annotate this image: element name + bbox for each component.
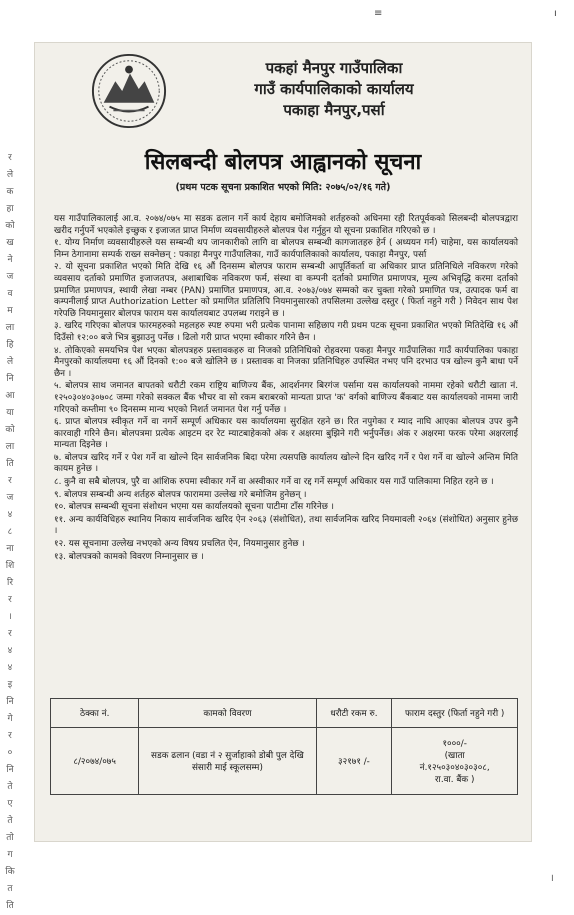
- strip-char: ४: [7, 663, 13, 673]
- strip-char: आ: [5, 391, 15, 401]
- strip-char: तो: [6, 833, 14, 843]
- strip-char: हा: [6, 204, 14, 214]
- page-corner-marks: [0, 8, 574, 22]
- strip-char: ले: [6, 357, 14, 367]
- strip-char: नि: [6, 374, 14, 384]
- strip-char: ति: [6, 459, 14, 469]
- government-emblem-icon: [90, 52, 168, 130]
- clause-7: ७. बोलपत्र खरिद गर्ने र पेश गर्ने वा खोल्ने दिन सार्वजनिक बिदा परेमा त्यसपछि कार्यालय खोल्ने दिन खरिद गर्ने र पेश गर्ने वा खोल्ने अन्तिम मिति कायम हुनेछ ।: [54, 452, 518, 475]
- strip-char: इ: [7, 680, 13, 690]
- clause-3: ३. खरिद गरिएका बोलपत्र फारमहरुको महलहरु स्पष्ट रुपमा भरी प्रत्येक पानामा सहिछाप गरी प्रथम पटक सूचना प्रकाशित भएको मितिदेखि १६ औं दिउँसो १२:०० बजे भित्र बुझाउनु पर्नेछ । ढिलो गरी प्राप्त भएमा स्वीकार गरिने छैन ।: [54, 321, 518, 343]
- publication-date: (प्रथम पटक सूचना प्रकाशित भएको मिति: २०७५/०२/१६ गते): [175, 182, 391, 193]
- clause-10: १०. बोलपत्र सम्बन्धी सूचना संशोधन भएमा यस कार्यालयको सूचना पाटीमा टाँस गरिनेछ ।: [54, 502, 335, 513]
- strip-char: म: [7, 306, 13, 316]
- contract-table: [50, 698, 518, 795]
- strip-char: रि: [6, 578, 13, 588]
- strip-char: ने: [7, 255, 13, 265]
- strip-char: ४: [7, 510, 13, 520]
- strip-char: र: [8, 153, 12, 163]
- corner-mark-1: ≡: [374, 8, 383, 19]
- contract-number-cell: ८/२०७४/०७५: [51, 728, 139, 795]
- strip-char: क: [6, 187, 14, 197]
- strip-char: ज: [6, 272, 14, 282]
- strip-char: ला: [5, 323, 15, 333]
- office-address: पकाहा मैनपुर,पर्सा: [283, 101, 385, 119]
- header-contract-no: ठेक्का नं.: [51, 699, 139, 728]
- clause-6: ६. प्राप्त बोलपत्र स्वीकृत गर्ने वा नगर्ने सम्पूर्ण अधिकार यस कार्यालयमा सुरक्षित रहने छ। रित नपुगेका र म्याद नाघि आएका बोलपत्र उपर कुनै कारवाही गरिने छैन। बोलपत्रमा प्रत्येक आइटम दर रेट म्याटबाहेकको अंक र अक्षरमा बुझिने गरी भर्नुपर्नेछ। अंक र अक्षरमा फरक परेमा अक्षरलाई मान्यता दिइनेछ ।: [54, 417, 518, 451]
- strip-char: को: [5, 425, 15, 435]
- clause-4: ४. तोकिएको समयभित्र पेश भएका बोलपत्रहरु प्रस्तावकहरु वा निजको प्रतिनिधिको रोहवरमा पकहा मैनपुर गाउँपालिका गाउँ कार्यपालिका पकाहा मैनपुरको कार्यालयमा १६ औं दिनको १:०० बजे खोलिने छ । प्रस्तावक वा निजका प्रतिनिधिहरु उपस्थित नभए पनि दरभाउ पत्र खोल्न कुनै बाधा पर्ने छैन ।: [54, 345, 518, 379]
- strip-char: ते: [7, 782, 13, 792]
- fee-account-label: (खाता: [444, 751, 465, 761]
- fee-amount: १०००/-: [442, 739, 467, 749]
- intro-paragraph: यस गाउँपालिकालाई आ.व. २०७४/०७५ मा सडक ढलान गर्ने कार्य देहाय बमोजिमको शर्तहरुको अधिनमा रही रितपूर्वकको सिलबन्दी बोलपत्रद्वारा खरीद गर्नुपर्ने भएकोले इच्छुक र इजाजत प्राप्त निर्माण व्यवसायीहरुले बोलपत्र पेश गर्नुहुन यो सूचना प्रकाशित गरिएको छ ।: [54, 214, 518, 236]
- strip-char: ना: [6, 544, 14, 554]
- fee-account-number: नं.१२५०३०४०३०३०८,: [419, 763, 490, 773]
- strip-char: या: [6, 408, 14, 418]
- strip-char: र: [8, 595, 12, 605]
- strip-char: र: [8, 629, 12, 639]
- strip-char: ते: [7, 816, 13, 826]
- corner-mark-2: ı: [554, 8, 557, 19]
- strip-char: ग: [7, 850, 13, 860]
- notice-title: सिलबन्दी बोलपत्र आह्वानको सूचना: [144, 150, 422, 175]
- strip-char: ज: [6, 493, 14, 503]
- strip-char: ०: [7, 748, 13, 758]
- strip-char: ८: [7, 527, 13, 537]
- clause-1: १. योग्य निर्माण व्यवसायीहरुले यस सम्बन्धी थप जानकारीको लागि वा बोलपत्र सम्बन्धी कागजातहरु हेर्न ( अध्ययन गर्न) चाहेमा, यस कार्यालयको निम्न ठेगानामा सम्पर्क राख्न सक्नेछन् : पकाहा मैनपुर गाउँपालिका, गाउँ कार्यपालिकाको कार्यालय, पकाहा मैनपुर, पर्सा: [54, 238, 518, 260]
- strip-char: ए: [7, 799, 13, 809]
- table-header-row: [51, 699, 518, 728]
- strip-char: कि: [5, 867, 15, 877]
- adjacent-column-text: [0, 150, 22, 911]
- strip-char: शि: [5, 561, 15, 571]
- deposit-amount-cell: ३२१७१ /-: [316, 728, 392, 795]
- form-fee-cell: [392, 728, 518, 795]
- clause-12: १२. यस सूचनामा उल्लेख नभएको अन्य विषय प्रचलित ऐन, नियमानुसार हुनेछ ।: [54, 539, 305, 550]
- strip-char: नि: [6, 697, 14, 707]
- strip-char: ला: [5, 442, 15, 452]
- strip-char: ख: [6, 238, 14, 248]
- work-description-cell: सडक ढलान (वडा नं २ सुर्जाहाको डोबी पुल देखि संसारी माई स्कूलसम्म): [139, 728, 316, 795]
- header-form-fee: फाराम दस्तुर (फिर्ता नहुने गरी ): [392, 699, 518, 728]
- office-header: [34, 48, 532, 138]
- fee-bank-name: रा.वा. बैंक ): [434, 775, 475, 785]
- clause-11: ११. अन्य कार्यविधिहरु स्थानिय निकाय सार्वजनिक खरिद ऐन २०६३ (संशोधित), तथा सार्वजनिक खरिद नियमावली २०६४ (संशोधित) अनुसार हुनेछ ।: [54, 514, 518, 537]
- strip-char: ४: [7, 646, 13, 656]
- notice-body: [54, 214, 518, 564]
- strip-char: ।: [8, 612, 12, 622]
- header-deposit: धरौटी रकम रु.: [316, 699, 392, 728]
- strip-char: गे: [7, 714, 13, 724]
- corner-mark-bottom: ।: [550, 873, 554, 884]
- header-work-description: कामको विवरण: [139, 699, 316, 728]
- office-name-block: [184, 58, 484, 121]
- strip-char: व: [7, 289, 13, 299]
- strip-char: त: [7, 884, 13, 894]
- strip-char: र: [8, 731, 12, 741]
- strip-char: हि: [6, 340, 14, 350]
- strip-char: ले: [6, 170, 14, 180]
- strip-char: नि: [6, 765, 14, 775]
- clause-2: २. यो सूचना प्रकाशित भएको मिति देखि १६ औं दिनसम्म बोलपत्र फाराम सम्बन्धी आपूर्तिकर्ता वा अधिकार प्राप्त प्रतिनिधिले नविकरण गरेको व्यवसाय दर्ताको प्रमाणित इजाजतपत्र, अशाबाधिक नविकरण फर्म, संस्था वा कम्पनी दर्ताको प्रमाणित प्रमाणपत्र, मूल्य अभिवृद्धि करमा दर्ताको प्रमाणित प्रमाणपत्र, स्थायी लेखा नम्बर (PAN) प्रमाणित प्रमाणपत्र, आ.व. २०७३/०७४ सम्मको कर चुक्ता गरेको प्रमाणित पत्र, उत्पादक फर्म वा कम्पनीलाई प्राप्त Authorization Letter को प्रमाणित प्रतिलिपि नियमानुसारको तपसिलमा उल्लेख दस्तुर ( फिर्ता नहुने गरी ) निवेदन साथ पेश गरेपछि नियमानुसार बोलपत्र फाराम यस कार्यालयबाट उपलब्ध गराइने छ ।: [54, 262, 518, 319]
- clause-13: १३. बोलपत्रको कामको विवरण निम्नानुसार छ ।: [54, 551, 204, 562]
- strip-char: को: [5, 221, 15, 231]
- municipality-name: पकहां मैनपुर गाउँपालिका: [265, 59, 403, 77]
- strip-char: र: [8, 476, 12, 486]
- executive-office-name: गाउँ कार्यपालिकाको कार्यालय: [254, 80, 414, 98]
- notice-clipping: [34, 42, 532, 842]
- table-row: [51, 728, 518, 795]
- clause-8: ८. कुनै वा सबै बोलपत्र, पुरै वा आंशिक रुपमा स्वीकार गर्ने वा अस्वीकार गर्ने वा रद्द गर्ने सम्पूर्ण अधिकार यस गाउँ पालिकामा निहित रहने छ ।: [54, 477, 494, 488]
- clause-5: ५. बोलपत्र साथ जमानत बापतको धरौटी रकम राष्ट्रिय बाणिज्य बैंक, आदर्शनगर बिरगंज पर्सामा यस कार्यालयको नाममा रहेको धरौटी खाता नं. १२५०३०४०३०७०८ जम्मा गरेको सक्कल बैंक भौचर वा सो रकम बराबरको मान्यता प्राप्त 'क' वर्गको बाणिज्य बैंकबाट यस कार्यालयको नाममा जारी गरिएको कम्तीमा ९० दिनसम्म मान्य भएको निशर्त जमानत पेश गर्नु पर्नेछ ।: [54, 381, 518, 415]
- clause-9: ९. बोलपत्र सम्बन्धी अन्य शर्तहरु बोलपत्र फाराममा उल्लेख गरे बमोजिम हुनेछन् ।: [54, 489, 307, 500]
- strip-char: ति: [6, 901, 14, 911]
